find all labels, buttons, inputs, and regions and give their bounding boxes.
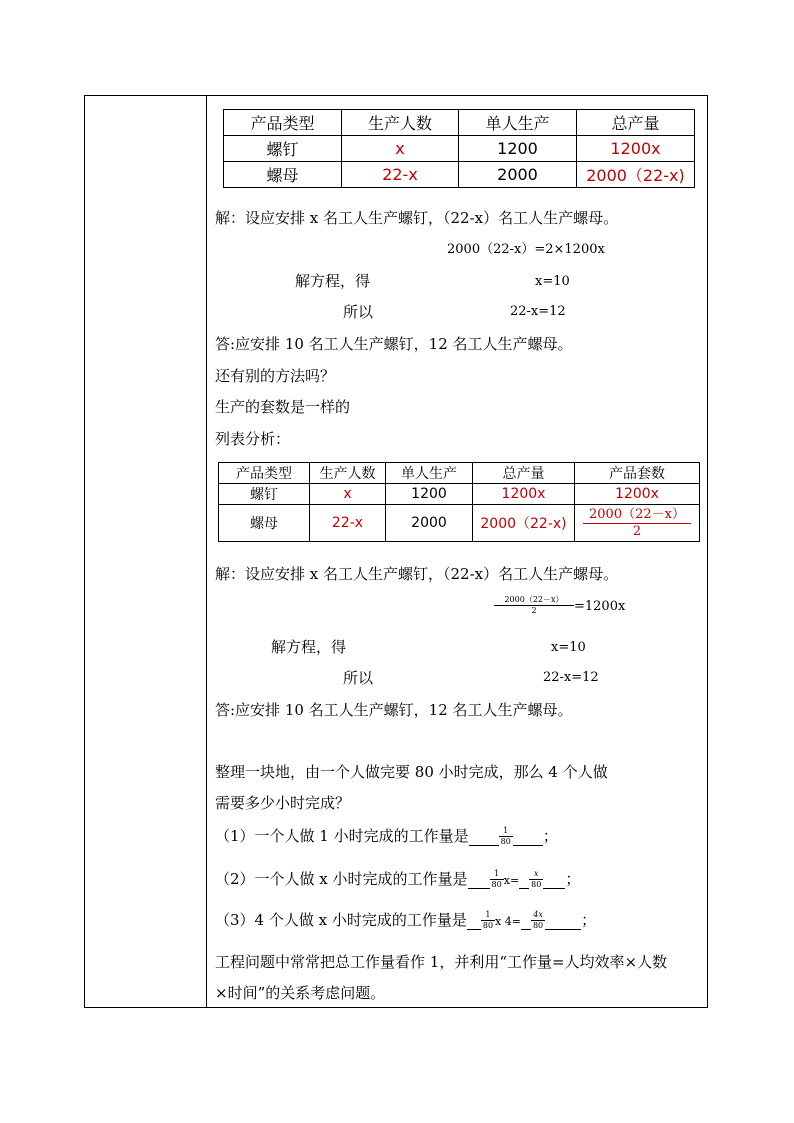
column-divider <box>206 95 207 1008</box>
equation-1: 2000（22-x）=2×1200x <box>447 242 605 257</box>
solve-value-1: x=10 <box>535 274 570 289</box>
fraction-denominator: 2 <box>583 523 691 540</box>
table-cell: 螺母 <box>224 162 342 188</box>
fraction-numerator: 1 <box>485 910 491 919</box>
table-header: 产品类型 <box>219 463 310 484</box>
answer-blank <box>521 910 531 930</box>
table-cell: 螺母 <box>219 505 310 542</box>
table-cell: 1200x <box>575 484 700 505</box>
table-cell: 22-x <box>310 505 386 542</box>
answer-2: 答:应安排 10 名工人生产螺钉，12 名工人生产螺母。 <box>215 701 573 719</box>
end-mark: ； <box>565 870 581 888</box>
table-header: 总产量 <box>473 463 575 484</box>
list-analysis-label: 列表分析： <box>215 430 291 448</box>
work-question-2 <box>215 869 580 891</box>
answer-fraction <box>481 910 495 931</box>
fraction-denominator: 80 <box>531 880 542 889</box>
table-cell: 1200x <box>577 136 695 162</box>
table-header-row <box>219 463 700 484</box>
answer-fraction <box>499 826 513 847</box>
answer-blank <box>469 826 499 846</box>
table-header: 总产量 <box>577 110 695 136</box>
so-value-2: 22-x=12 <box>543 670 599 685</box>
work-problem-line-1: 整理一块地，由一个人做完要 80 小时完成，那么 4 个人做 <box>215 763 608 781</box>
fraction-denominator: 80 <box>500 837 511 846</box>
so-label-1: 所以 <box>343 303 374 321</box>
end-mark: ； <box>581 911 597 929</box>
answer-blank <box>468 869 490 889</box>
answer-1: 答:应安排 10 名工人生产螺钉，12 名工人生产螺母。 <box>215 335 573 353</box>
table-cell: 1200x <box>473 484 575 505</box>
question-text: （1）一个人做 1 小时完成的工作量是 <box>215 827 469 845</box>
so-value-1: 22-x=12 <box>510 304 566 319</box>
table-row <box>219 484 700 505</box>
end-mark: ； <box>542 827 558 845</box>
table-header: 单人生产 <box>386 463 473 484</box>
table-cell: 2000（22-x) <box>473 505 575 542</box>
solution-setup-2: 解：设应安排 x 名工人生产螺钉，（22-x）名工人生产螺母。 <box>215 565 619 583</box>
fraction-numerator: 1 <box>494 869 500 878</box>
table-cell: 螺钉 <box>224 136 342 162</box>
solve-label-1: 解方程，得 <box>295 272 371 290</box>
question-text: （2）一个人做 x 小时完成的工作量是 <box>215 870 468 888</box>
fraction-numerator: 2000（22－x） <box>504 595 564 604</box>
summary-line-2: ×时间”的关系考虑问题。 <box>215 984 386 1002</box>
table-header: 单人生产 <box>459 110 577 136</box>
note-sets-equal: 生产的套数是一样的 <box>215 398 351 416</box>
table-cell: x <box>310 484 386 505</box>
sets-fraction <box>583 507 691 540</box>
fraction-numerator: x <box>533 869 539 878</box>
production-table-1 <box>223 109 695 188</box>
answer-blank <box>513 826 543 846</box>
solve-value-2: x=10 <box>551 640 586 655</box>
answer-blank <box>519 869 529 889</box>
table-row <box>224 162 695 188</box>
table-header-row <box>224 110 695 136</box>
equation-2 <box>494 595 625 617</box>
work-question-3 <box>215 910 596 932</box>
answer-fraction <box>490 869 504 890</box>
table-cell: 2000 <box>386 505 473 542</box>
table-header: 生产人数 <box>310 463 386 484</box>
fraction-denominator: 80 <box>482 921 494 930</box>
table-cell: 2000 <box>459 162 577 188</box>
table-cell: 2000（22-x) <box>577 162 695 188</box>
equation-fraction <box>494 595 574 616</box>
fraction-numerator: 2000（22－x） <box>589 506 685 522</box>
work-question-1 <box>215 826 558 847</box>
answer-mid: x 4= <box>495 915 521 928</box>
table-cell <box>575 505 700 542</box>
answer-blank <box>545 910 581 930</box>
equation-rhs: =1200x <box>574 599 626 614</box>
fraction-numerator: 1 <box>503 826 509 835</box>
so-label-2: 所以 <box>343 669 374 687</box>
table-cell: 螺钉 <box>219 484 310 505</box>
table-cell: x <box>342 136 459 162</box>
work-problem-line-2: 需要多少小时完成？ <box>215 794 351 812</box>
answer-blank <box>467 910 481 930</box>
summary-line-1: 工程问题中常常把总工作量看作 1，并利用“工作量=人均效率×人数 <box>215 953 668 971</box>
solution-setup-1: 解：设应安排 x 名工人生产螺钉，（22-x）名工人生产螺母。 <box>215 209 619 227</box>
answer-fraction <box>529 869 543 890</box>
fraction-denominator: 80 <box>491 880 502 889</box>
question-other-method: 还有别的方法吗？ <box>215 367 336 385</box>
table-row <box>224 136 695 162</box>
table-cell: 22-x <box>342 162 459 188</box>
table-cell: 1200 <box>459 136 577 162</box>
fraction-denominator: 2 <box>494 605 574 616</box>
table-header: 产品套数 <box>575 463 700 484</box>
answer-mid: x= <box>503 874 520 887</box>
answer-fraction <box>531 910 545 931</box>
table-header: 生产人数 <box>342 110 459 136</box>
solve-label-2: 解方程，得 <box>271 638 347 656</box>
table-row <box>219 505 700 542</box>
answer-blank <box>543 869 565 889</box>
question-text: （3）4 个人做 x 小时完成的工作量是 <box>215 911 467 929</box>
table-cell: 1200 <box>386 484 473 505</box>
production-table-2 <box>218 462 700 542</box>
table-header: 产品类型 <box>224 110 342 136</box>
fraction-numerator: 4x <box>533 910 543 919</box>
fraction-denominator: 80 <box>532 921 544 930</box>
